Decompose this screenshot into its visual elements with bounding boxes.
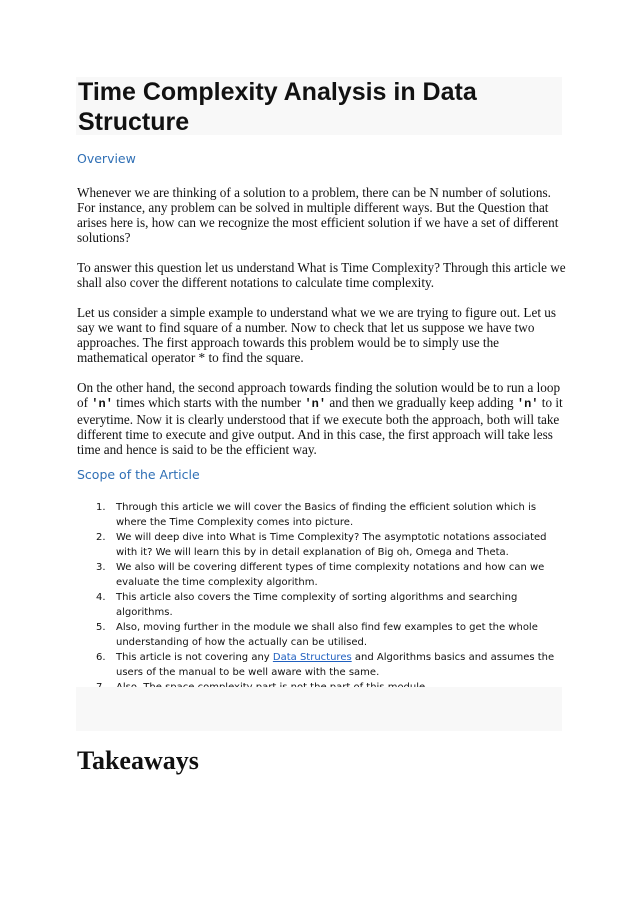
- list-item-number: 1.: [96, 502, 106, 513]
- scope-heading: Scope of the Article: [77, 467, 200, 482]
- overview-body: [77, 185, 567, 472]
- list-item-number: 2.: [96, 532, 106, 543]
- paragraph-4-part-2: times which starts with the number: [112, 395, 305, 410]
- list-item: [96, 530, 566, 560]
- list-item: [96, 590, 566, 620]
- paragraph-4: [77, 380, 567, 457]
- list-item-text: This article also covers the Time complexity of sorting algorithms and searching algorithms.: [116, 592, 518, 618]
- paragraph-4-part-1: On the other hand, the second approach towards finding the solution would be to run a loop of: [77, 380, 561, 410]
- list-item-number: 4.: [96, 592, 106, 603]
- list-item-text: Also, moving further in the module we shall also find few examples to get the whole understanding of how the actually can be utilised.: [116, 622, 538, 648]
- paragraph-4-part-4: to it everytime. Now it is clearly understood that if we execute both the approach, both will take different time to execute and give output. And in this case, the first approach will take less time and hence is said to be the efficient way.: [77, 395, 563, 457]
- list-item-number: 5.: [96, 622, 106, 633]
- data-structures-link[interactable]: Data Structures: [272, 652, 352, 663]
- paragraph-2: To answer this question let us understand What is Time Complexity? Through this article we shall also cover the different notations to calculate time complexity.: [77, 260, 566, 290]
- list-item: [96, 560, 566, 590]
- list-item-number: 6.: [96, 652, 106, 663]
- takeaways-heading: Takeaways: [77, 746, 199, 775]
- paragraph-3: Let us consider a simple example to understand what we we are trying to figure out. Let us say we want to find square of a number. Now to check that let us suppose we have two approaches. The first approach towards this problem would be to simply use the mathematical operator * to find the square.: [77, 305, 557, 365]
- list-item-number: 3.: [96, 562, 106, 573]
- paragraph-4-part-3: and then we gradually keep adding: [326, 395, 517, 410]
- list-item-text: We will deep dive into What is Time Complexity? The asymptotic notations associated with it? We will learn this by in detail explanation of Big oh, Omega and Theta.: [116, 532, 547, 558]
- list-item: [96, 620, 566, 650]
- list-item-text: Through this article we will cover the Basics of finding the efficient solution which is where the Time Complexity comes into picture.: [116, 502, 537, 528]
- list-item: [96, 500, 566, 530]
- paragraph-1: Whenever we are thinking of a solution to a problem, there can be N number of solutions. For instance, any problem can be solved in multiple different ways. But the Question that arises here is, how can we recognize the most efficient solution if we have a set of different solutions?: [77, 185, 559, 245]
- list-item-text-before-link: This article is not covering any: [116, 652, 273, 663]
- list-item-text-after-link: and Algorithms basics and assumes the users of the manual to be well aware with the same.: [116, 652, 555, 678]
- list-item: [96, 650, 566, 680]
- list-item-text: We also will be covering different types of time complexity notations and how can we evaluate the time complexity algorithm.: [116, 562, 545, 588]
- scope-list: [96, 500, 566, 695]
- page-title: Time Complexity Analysis in Data Structure: [78, 78, 477, 136]
- paragraph-4-n-2: 'n': [304, 397, 327, 411]
- empty-content-box: [76, 687, 562, 731]
- overview-heading: Overview: [77, 151, 136, 166]
- paragraph-4-n-1: 'n': [91, 397, 113, 411]
- paragraph-4-n-3: 'n': [516, 397, 539, 411]
